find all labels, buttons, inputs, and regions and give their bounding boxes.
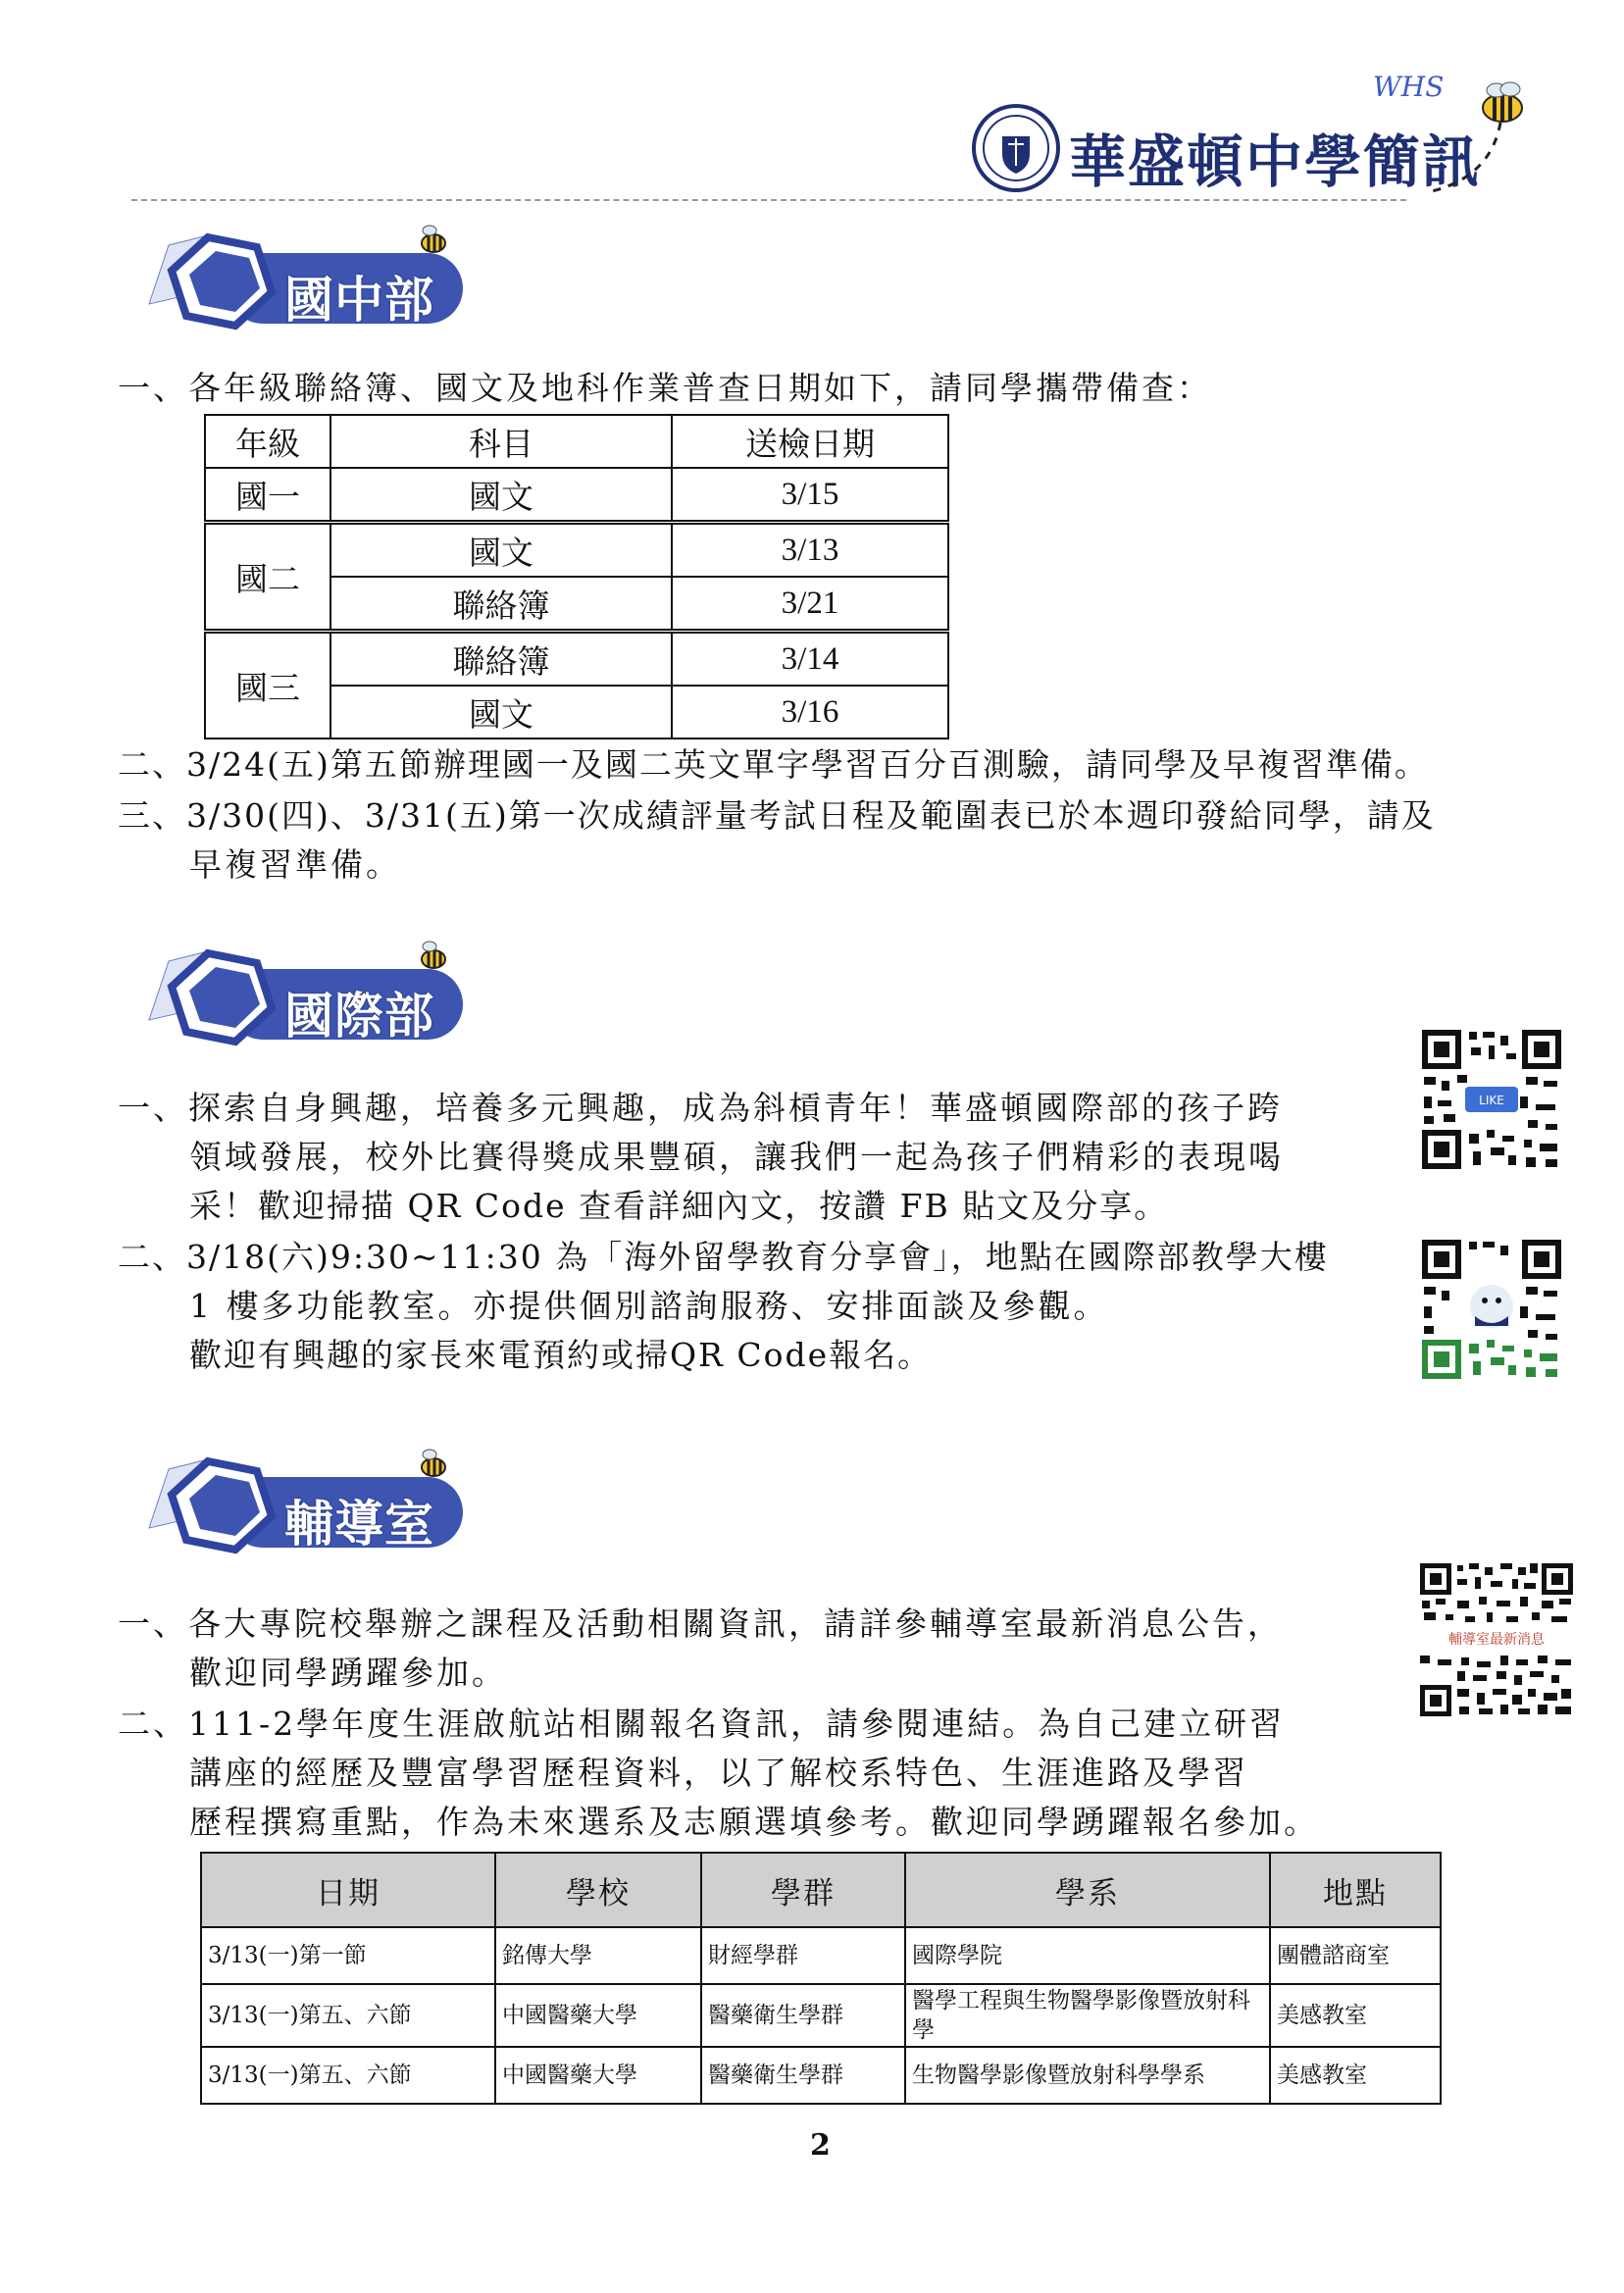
registration-qr-code[interactable] <box>1418 1236 1565 1383</box>
bee-icon <box>414 1446 453 1481</box>
subject-cell: 國文 <box>330 468 672 523</box>
header-grade: 年級 <box>205 415 330 468</box>
table-row <box>205 523 948 578</box>
header-date: 送檢日期 <box>672 415 948 468</box>
table-header-row <box>201 1853 1441 1927</box>
intl-item-2-line-2: 1 樓多功能教室。亦提供個別諮詢服務、安排面談及參觀。 <box>189 1287 1109 1325</box>
guidance-item-2-line-3: 歷程撰寫重點，作為未來選系及志願選填參考。歡迎同學踴躍報名參加。 <box>189 1803 1319 1841</box>
school-cell: 中國醫藥大學 <box>495 2047 701 2104</box>
guidance-item-1-line-1: 一、各大專院校舉辦之課程及活動相關資訊，請詳參輔導室最新消息公告， <box>118 1605 1283 1643</box>
junior-item-1: 一、各年級聯絡簿、國文及地科作業普查日期如下，請同學攜帶備查： <box>118 369 1212 407</box>
whs-tag: WHS <box>1373 71 1445 103</box>
school-emblem-icon <box>971 103 1061 193</box>
header-subject: 科目 <box>330 415 672 468</box>
group-cell: 醫藥衛生學群 <box>701 1984 905 2047</box>
header-divider <box>131 199 1406 201</box>
section-badge-guidance <box>129 1450 482 1567</box>
group-cell: 醫藥衛生學群 <box>701 2047 905 2104</box>
subject-cell: 國文 <box>330 686 672 739</box>
school-cell: 中國醫藥大學 <box>495 1984 701 2047</box>
fb-qr-code[interactable] <box>1418 1026 1565 1173</box>
dept-cell: 生物醫學影像暨放射科學學系 <box>905 2047 1270 2104</box>
date-cell: 3/13(一)第一節 <box>201 1927 495 1984</box>
table-row <box>201 1927 1441 1984</box>
guidance-item-1-line-2: 歡迎同學踴躍參加。 <box>189 1654 507 1692</box>
qr-caption: 輔導室最新消息 <box>1448 1632 1545 1648</box>
grade-cell: 國三 <box>205 632 330 739</box>
bee-icon <box>414 222 453 257</box>
date-cell: 3/13(一)第五、六節 <box>201 1984 495 2047</box>
table-header-row <box>205 415 948 468</box>
group-cell: 財經學群 <box>701 1927 905 1984</box>
intl-item-1-line-1: 一、探索自身興趣，培養多元興趣，成為斜槓青年！華盛頓國際部的孩子跨 <box>118 1089 1283 1127</box>
guidance-qr-code[interactable] <box>1418 1561 1575 1718</box>
section-title: 輔導室 <box>284 1496 434 1553</box>
qr-like-badge: LIKE <box>1479 1094 1504 1107</box>
date-cell: 3/13(一)第五、六節 <box>201 2047 495 2104</box>
section-title: 國中部 <box>284 272 434 329</box>
dept-cell: 醫學工程與生物醫學影像暨放射科學 <box>905 1984 1270 2047</box>
section-badge-junior <box>129 226 482 343</box>
career-events-table <box>200 1852 1442 2105</box>
table-row <box>205 468 948 523</box>
junior-item-3-line-2: 早複習準備。 <box>189 845 401 884</box>
subject-cell: 聯絡簿 <box>330 577 672 632</box>
date-cell: 3/15 <box>672 468 948 523</box>
junior-item-3-line-1: 三、3/30(四)、3/31(五)第一次成績評量考試日程及範圍表已於本週印發給同學，請及 <box>118 796 1436 835</box>
header-dept: 學系 <box>905 1853 1270 1927</box>
intl-item-2-line-1: 二、3/18(六)9:30~11:30 為「海外留學教育分享會」，地點在國際部教學大樓 <box>118 1238 1329 1276</box>
school-cell: 銘傳大學 <box>495 1927 701 1984</box>
guidance-qr-group[interactable] <box>1418 1561 1575 1718</box>
header-place: 地點 <box>1270 1853 1441 1927</box>
grade-cell: 國一 <box>205 468 330 523</box>
table-row <box>201 1984 1441 2047</box>
intl-item-2-line-3: 歡迎有興趣的家長來電預約或掃QR Code報名。 <box>189 1336 933 1374</box>
date-cell: 3/13 <box>672 523 948 578</box>
place-cell: 團體諮商室 <box>1270 1927 1441 1984</box>
intl-item-1-line-3: 采！歡迎掃描 QR Code 查看詳細內文，按讚 FB 貼文及分享。 <box>189 1187 1169 1225</box>
place-cell: 美感教室 <box>1270 2047 1441 2104</box>
subject-cell: 聯絡簿 <box>330 632 672 687</box>
date-cell: 3/14 <box>672 632 948 687</box>
subject-cell: 國文 <box>330 523 672 578</box>
page-number: 2 <box>810 2128 831 2163</box>
section-title: 國際部 <box>284 988 434 1045</box>
dept-cell: 國際學院 <box>905 1927 1270 1984</box>
intl-item-1-line-2: 領域發展，校外比賽得獎成果豐碩，讓我們一起為孩子們精彩的表現喝 <box>189 1138 1284 1176</box>
header-date: 日期 <box>201 1853 495 1927</box>
place-cell: 美感教室 <box>1270 1984 1441 2047</box>
grade-cell: 國二 <box>205 523 330 632</box>
header-school: 學校 <box>495 1853 701 1927</box>
guidance-item-2-line-2: 講座的經歷及豐富學習歷程資料，以了解校系特色、生涯進路及學習 <box>189 1754 1248 1792</box>
header-group: 學群 <box>701 1853 905 1927</box>
date-cell: 3/21 <box>672 577 948 632</box>
date-cell: 3/16 <box>672 686 948 739</box>
inspection-table <box>204 414 949 739</box>
section-badge-intl <box>129 942 482 1059</box>
junior-item-2: 二、3/24(五)第五節辦理國一及國二英文單字學習百分百測驗，請同學及早複習準備。 <box>118 745 1429 784</box>
guidance-item-2-line-1: 二、111-2學年度生涯啟航站相關報名資訊，請參閱連結。為自己建立研習 <box>118 1705 1286 1743</box>
bee-trail-icon <box>1422 118 1510 196</box>
table-row <box>201 2047 1441 2104</box>
bee-icon <box>414 938 453 973</box>
newsletter-title: 華盛頓中學簡訊 <box>1069 128 1482 195</box>
table-row <box>205 632 948 687</box>
